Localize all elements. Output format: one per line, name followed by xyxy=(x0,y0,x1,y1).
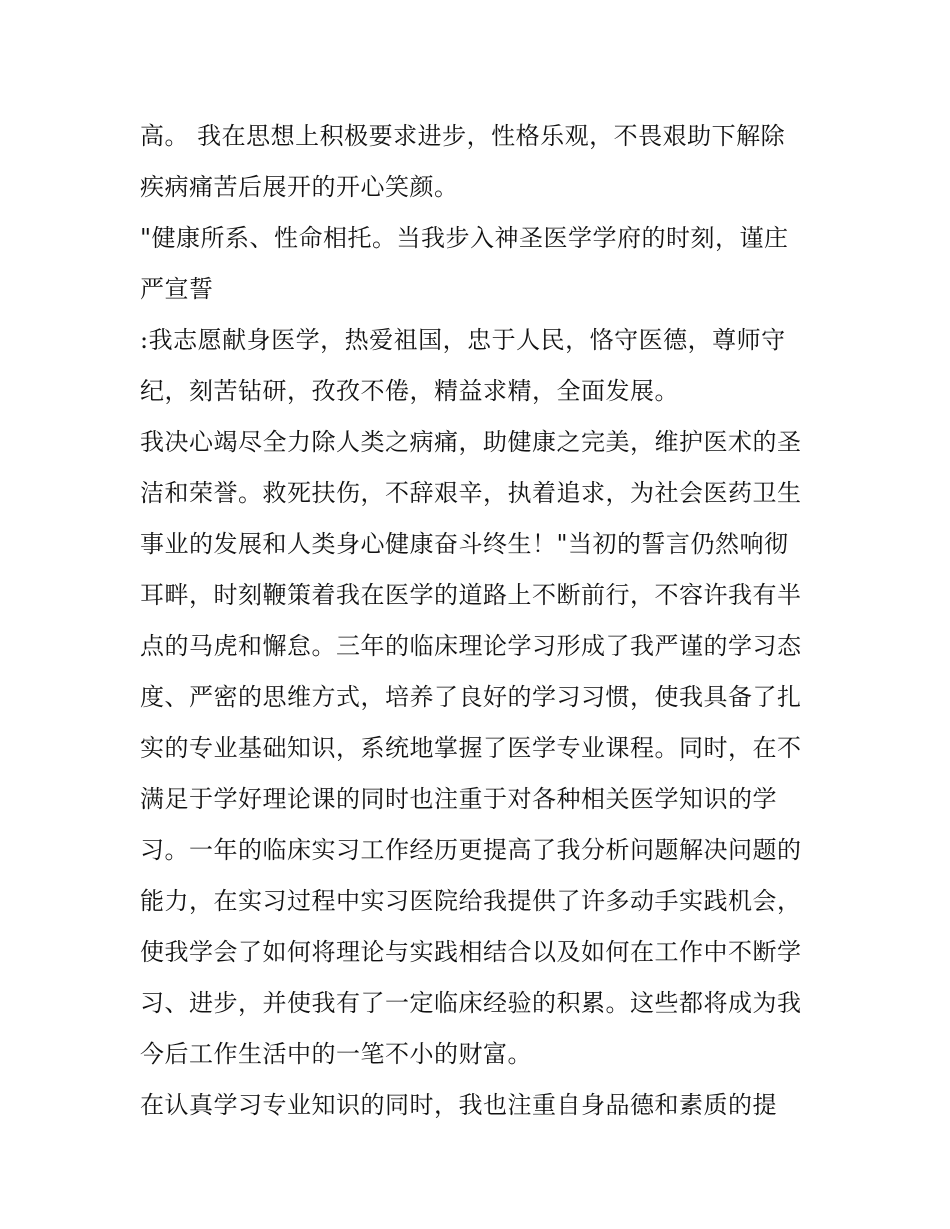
text-line: 疾病痛苦后展开的开心笑颜。 xyxy=(140,173,459,201)
text-line: 我决心竭尽全力除人类之病痛，助健康之完美，维护医术的圣 xyxy=(140,428,802,456)
text-line: 今后工作生活中的一笔不小的财富。 xyxy=(140,1040,532,1068)
text-line: 高。 我在思想上积极要求进步，性格乐观，不畏艰助下解除 xyxy=(140,122,786,150)
text-line: 实的专业基础知识，系统地掌握了医学专业课程。同时，在不 xyxy=(140,734,802,762)
text-line: 严宣誓 xyxy=(140,275,214,303)
text-line: :我志愿献身医学，热爱祖国，忠于人民，恪守医德，尊师守 xyxy=(140,326,786,354)
text-line: 纪，刻苦钻研，孜孜不倦，精益求精，全面发展。 xyxy=(140,377,679,405)
text-line: 洁和荣誉。救死扶伤，不辞艰辛，执着追求，为社会医药卫生 xyxy=(140,479,802,507)
text-line: 使我学会了如何将理论与实践相结合以及如何在工作中不断学 xyxy=(140,938,802,966)
text-line: 事业的发展和人类身心健康奋斗终生！"当初的誓言仍然响彻 xyxy=(140,530,789,558)
text-line: "健康所系、性命相托。当我步入神圣医学学府的时刻，谨庄 xyxy=(140,224,789,252)
text-line: 习、进步，并使我有了一定临床经验的积累。这些都将成为我 xyxy=(140,989,802,1017)
text-line: 耳畔，时刻鞭策着我在医学的道路上不断前行，不容许我有半 xyxy=(140,581,802,609)
document-body xyxy=(140,111,820,1131)
text-line: 度、严密的思维方式，培养了良好的学习习惯，使我具备了扎 xyxy=(140,683,802,711)
text-line: 点的马虎和懈怠。三年的临床理论学习形成了我严谨的学习态 xyxy=(140,632,802,660)
text-line: 满足于学好理论课的同时也注重于对各种相关医学知识的学 xyxy=(140,785,777,813)
text-line: 在认真学习专业知识的同时，我也注重自身品德和素质的提 xyxy=(140,1091,777,1119)
text-line: 习。一年的临床实习工作经历更提高了我分析问题解决问题的 xyxy=(140,836,802,864)
text-line: 能力，在实习过程中实习医院给我提供了许多动手实践机会， xyxy=(140,887,802,915)
